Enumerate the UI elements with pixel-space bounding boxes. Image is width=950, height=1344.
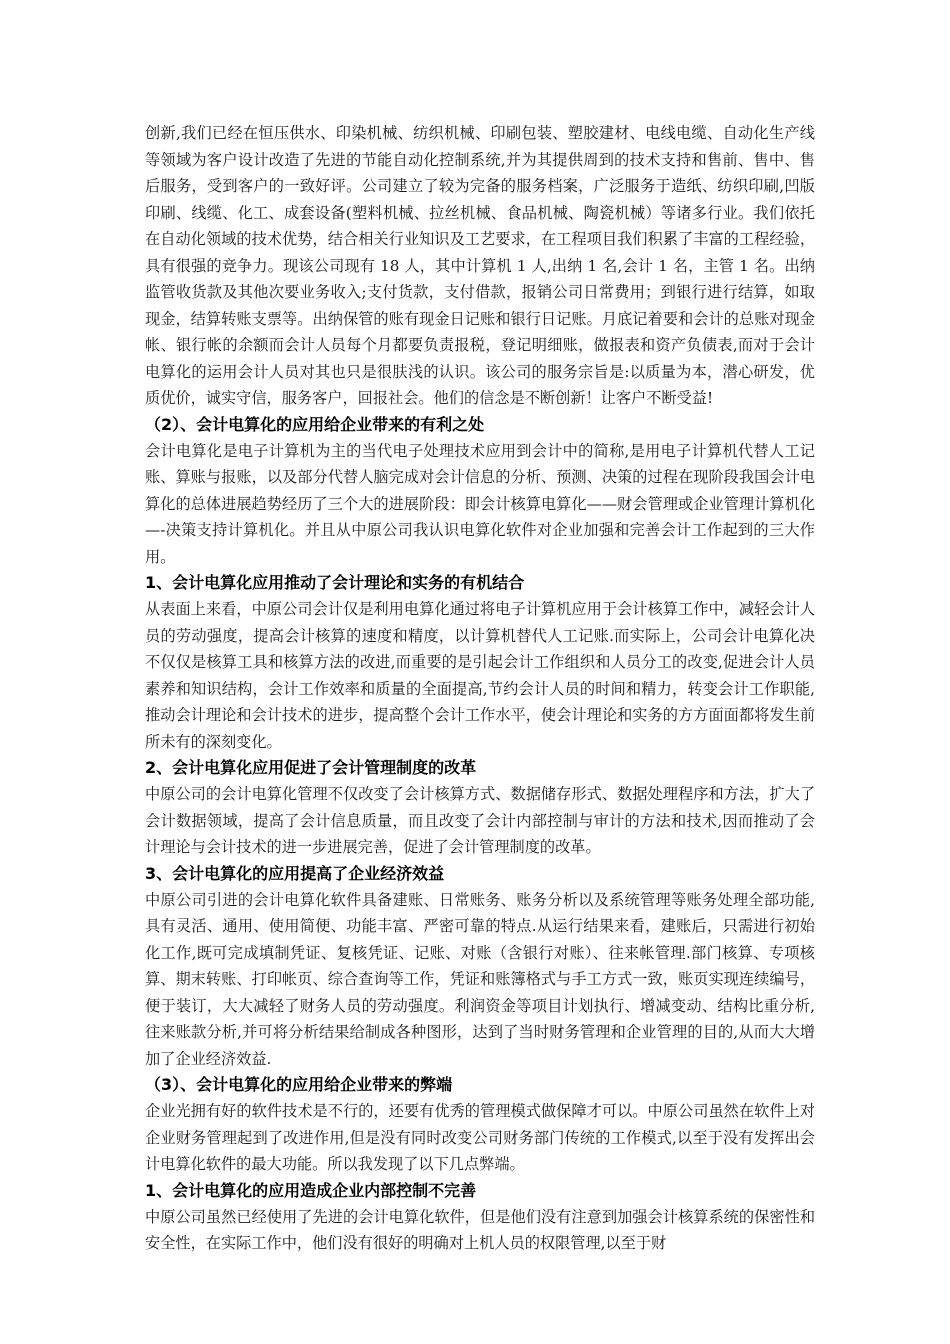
heading-theory-practice: 1、会计电算化应用推动了会计理论和实务的有机结合: [145, 573, 525, 592]
paragraph-management-reform: 中原公司的会计电算化管理不仅改变了会计核算方式、数据储存形式、数据处理程序和方法，扩大了会计数据领域，提高了会计信息质量，而且改变了会计内部控制与审计的方法和技术,因而推动了会计理论与会计技术的进一步进展完善，促进了会计管理制度的改革。: [145, 785, 815, 856]
heading-management-reform: 2、会计电算化应用促进了会计管理制度的改革: [145, 758, 477, 777]
paragraph-internal-control: 中原公司虽然已经使用了先进的会计电算化软件，但是他们没有注意到加强会计核算系统的保密性和安全性，在实际工作中，他们没有很好的明确对上机人员的权限管理,以至于财: [145, 1207, 815, 1252]
heading-internal-control: 1、会计电算化的应用造成企业内部控制不完善: [145, 1180, 477, 1200]
paragraph-theory-practice: 从表面上来看，中原公司会计仅是利用电算化通过将电子计算机应用于会计核算工作中，减轻会计人员的劳动强度，提高会计核算的速度和精度，以计算机替代人工记账.而实际上，公司会计电算化决不仅仅是核算工具和核算方法的改进,而重要的是引起会计工作组织和人员分工的改变,促进会计人员素养和知识结构，会计工作效率和质量的全面提高,节约会计人员的时间和精力，转变会计工作职能,推动会计理论和会计技术的进步，提高整个会计工作水平，使会计理论和实务的方方面面都将发生前所未有的深刻变化。: [145, 600, 815, 751]
paragraph-disadvantages: 企业光拥有好的软件技术是不行的，还要有优秀的管理模式做保障才可以。中原公司虽然在软件上对企业财务管理起到了改进作用,但是没有同时改变公司财务部门传统的工作模式,以至于没有发挥出会计电算化软件的最大功能。所以我发现了以下几点弊端。: [145, 1102, 815, 1173]
heading-economic-benefit: 3、会计电算化的应用提高了企业经济效益: [145, 863, 445, 883]
heading-disadvantages: （3）、会计电算化的应用给企业带来的弊端: [145, 1075, 453, 1094]
document-page: [145, 120, 815, 1257]
paragraph-company-overview: 创新,我们已经在恒压供水、印染机械、纺织机械、印刷包装、塑胶建材、电线电缆、自动化生产线等领域为客户设计改造了先进的节能自动化控制系统,并为其提供周到的技术支持和售前、售中、售后服务，受到客户的一致好评。公司建立了较为完备的服务档案，广泛服务于造纸、纺织印刷,凹版印刷、线缆、化工、成套设备(塑料机械、拉丝机械、食品机械、陶瓷机械）等诸多行业。我们依托在自动化领域的技术优势，结合相关行业知识及工艺要求，在工程项目我们积累了丰富的工程经验，具有很强的竞争力。现该公司现有 18 人，其中计算机 1 人,出纳 1 名,会计 1 名，主管 1 名。出纳监管收货款及其他次要业务收入;支付货款，支付借款，报销公司日常费用；到银行进行结算，如取现金，结算转账支票等。出纳保管的账有现金日记账和银行日记账。月底记着要和会计的总账对现金帐、银行帐的余额而会计人员每个月都要负责报税，登记明细账，做报表和资产负债表,而对于会计电算化的运用会计人员对其也只是很肤浅的认识。该公司的服务宗旨是:以质量为本，潜心研发，优质优价，诚实守信，服务客户，回报社会。他们的信念是不断创新！让客户不断受益!: [145, 124, 815, 407]
paragraph-economic-benefit: 中原公司引进的会计电算化软件具备建账、日常账务、账务分析以及系统管理等账务处理全部功能,具有灵活、通用、使用简便、功能丰富、严密可靠的特点.从运行结果来看，建账后，只需进行初始化工作,既可完成填制凭证、复核凭证、记账、对账（含银行对账）、往来帐管理.部门核算、专项核算、期末转账、打印帐页、综合查询等工作，凭证和账簿格式与手工方式一致，账页实现连续编号，便于装订，大大减轻了财务人员的劳动强度。利润资金等项目计划执行、增减变动、结构比重分析,往来账款分析,并可将分析结果给制成各种图形，达到了当时财务管理和企业管理的目的,从而大大增加了企业经济效益.: [145, 890, 815, 1068]
paragraph-definition: 会计电算化是电子计算机为主的当代电子处理技术应用到会计中的简称,是用电子计算机代替人工记账、算账与报账，以及部分代替人脑完成对会计信息的分析、预测、决策的过程在现阶段我国会计电算化的总体进展趋势经历了三个大的进展阶段：即会计核算电算化——财会管理或企业管理计算机化—-决策支持计算机化。并且从中原公司我认识电算化软件对企业加强和完善会计工作起到的三大作用。: [145, 441, 815, 566]
heading-advantages: （2）、会计电算化的应用给企业带来的有利之处: [145, 414, 485, 434]
